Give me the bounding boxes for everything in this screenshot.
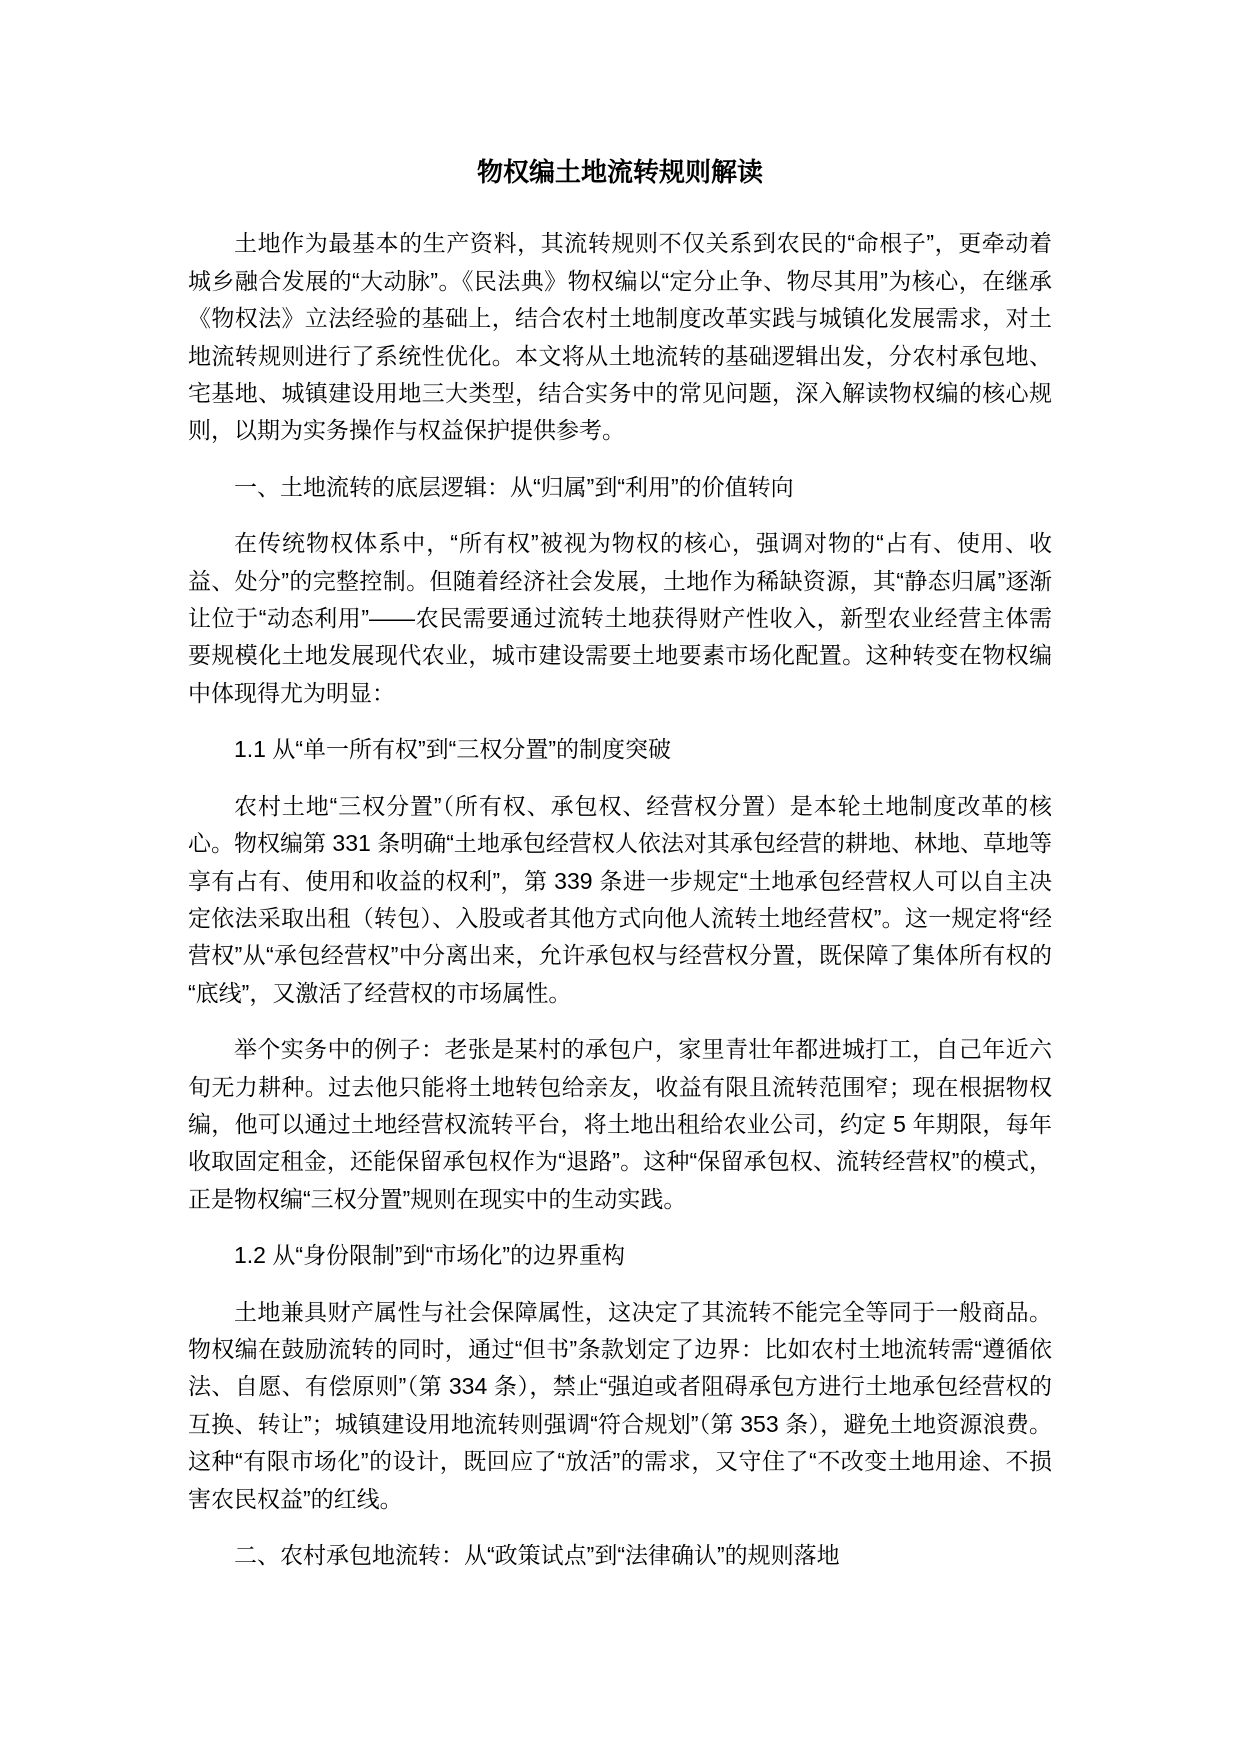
section-heading-2: 二、农村承包地流转：从“政策试点”到“法律确认”的规则落地 <box>234 1542 840 1568</box>
subsection-heading-1-2: 1.2 从“身份限制”到“市场化”的边界重构 <box>234 1242 625 1269</box>
paragraph-intro: 土地作为最基本的生产资料，其流转规则不仅关系到农民的“命根子”，更牵动着城乡融合发展的“大动脉”。《民法典》物权编以“定分止争、物尽其用”为核心，在继承《物权法》立法经验的基础上，结合农村土地制度改革实践与城镇化发展需求，对土地流转规则进行了系统性优化。本文将从土地流转的基础逻辑出发，分农村承包地、宅基地、城镇建设用地三大类型，结合实务中的常见问题，深入解读物权编的核心规则，以期为实务操作与权益保护提供参考。 <box>188 230 1052 444</box>
paragraph-section-1-intro: 在传统物权体系中，“所有权”被视为物权的核心，强调对物的“占有、使用、收益、处分”的完整控制。但随着经济社会发展，土地作为稀缺资源，其“静态归属”逐渐让位于“动态利用”——农民需要通过流转土地获得财产性收入，新型农业经营主体需要规模化土地发展现代农业，城市建设需要土地要素市场化配置。这种转变在物权编中体现得尤为明显： <box>188 530 1052 706</box>
paragraph-three-rights-separation: 农村土地“三权分置”（所有权、承包权、经营权分置）是本轮土地制度改革的核心。物权编第 331 条明确“土地承包经营权人依法对其承包经营的耕地、林地、草地等享有占有、使用和收益的权利”，第 339 条进一步规定“土地承包经营权人可以自主决定依法采取出租（转包）、入股或者其他方式向他人流转土地经营权”。这一规定将“经营权”从“承包经营权”中分离出来，允许承包权与经营权分置，既保障了集体所有权的“底线”，又激活了经营权的市场属性。 <box>188 792 1052 1006</box>
section-heading-1: 一、土地流转的底层逻辑：从“归属”到“利用”的价值转向 <box>234 473 794 500</box>
paragraph-practical-example: 举个实务中的例子：老张是某村的承包户，家里青壮年都进城打工，自己年近六旬无力耕种。过去他只能将土地转包给亲友，收益有限且流转范围窄；现在根据物权编，他可以通过土地经营权流转平台，将土地出租给农业公司，约定 5 年期限，每年收取固定租金，还能保留承包权作为“退路”。这种“保留承包权、流转经营权”的模式，正是物权编“三权分置”规则在现实中的生动实践。 <box>188 1036 1052 1212</box>
paragraph-boundary-reconstruction: 土地兼具财产属性与社会保障属性，这决定了其流转不能完全等同于一般商品。物权编在鼓励流转的同时，通过“但书”条款划定了边界：比如农村土地流转需“遵循依法、自愿、有偿原则”（第 334 条），禁止“强迫或者阻碍承包方进行土地承包经营权的互换、转让”；城镇建设用地流转则强调“符合规划”（第 353 条），避免土地资源浪费。这种“有限市场化”的设计，既回应了“放活”的需求，又守住了“不改变土地用途、不损害农民权益”的红线。 <box>188 1298 1052 1512</box>
subsection-heading-1-1: 1.1 从“单一所有权”到“三权分置”的制度突破 <box>234 736 671 763</box>
document-title: 物权编土地流转规则解读 <box>476 157 763 187</box>
